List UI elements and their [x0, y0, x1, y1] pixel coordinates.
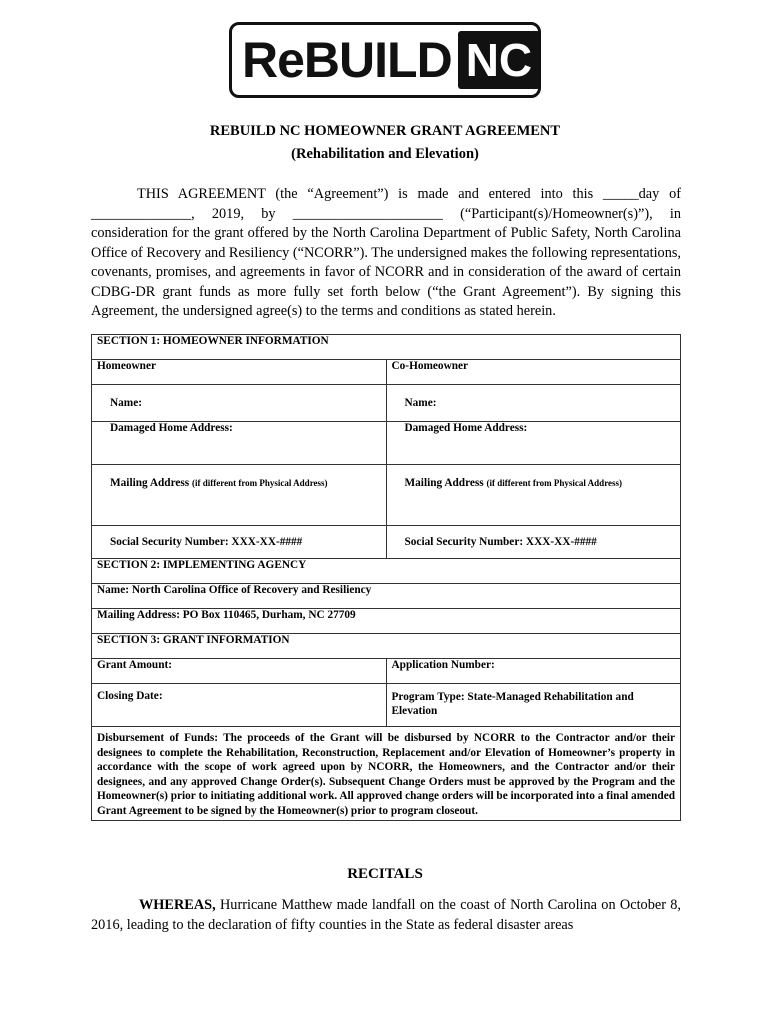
homeowner-name-label: Name:: [110, 397, 142, 409]
logo-rebuild-text: ReBUILD: [242, 32, 452, 88]
homeowner-mailing-address-field[interactable]: [92, 465, 387, 526]
intro-text: THIS AGREEMENT (the “Agreement”) is made and entered into this _____day of ______________, 2019, by _____________________ (“Participant(s)/Homeowner(s)”), in consideration for the grant offered by the North Carolina Department of Public Safety, North Carolina Office of Recovery and Resiliency (“NCORR”). The undersigned makes the following representations, covenants, promises, and agreements in favor of NCORR and in consideration of the award of certain CDBG-DR grant funds as more fully set forth below (“the Grant Agreement”). By signing this Agreement, the undersigned agree(s) to the terms and conditions as stated herein.: [91, 186, 681, 319]
homeowner-damaged-address-field[interactable]: [92, 422, 387, 465]
logo-nc-text: NC: [458, 31, 540, 89]
application-number-label: Application Number:: [391, 659, 495, 671]
section1-heading: SECTION 1: HOMEOWNER INFORMATION: [92, 335, 681, 360]
co-homeowner-mailing-address-label: Mailing Address: [404, 477, 484, 489]
closing-date-label: Closing Date:: [97, 690, 163, 702]
grant-amount-label: Grant Amount:: [97, 659, 173, 671]
whereas-bold: WHEREAS,: [139, 897, 216, 913]
intro-paragraph: [91, 185, 681, 322]
grant-amount-field[interactable]: [92, 659, 387, 684]
homeowner-ssn-field[interactable]: [92, 526, 387, 559]
homeowner-label: Homeowner: [92, 360, 387, 385]
agency-name: Name: North Carolina Office of Recovery and Resiliency: [92, 584, 681, 609]
recitals-heading: RECITALS: [347, 866, 423, 882]
homeowner-mailing-address-label: Mailing Address: [110, 477, 190, 489]
co-homeowner-name-label: Name:: [404, 397, 437, 409]
co-homeowner-damaged-address-label: Damaged Home Address:: [404, 422, 528, 434]
disbursement-of-funds: Disbursement of Funds: The proceeds of the Grant will be disbursed by NCORR to the Contractor and/or their designees to complete the Rehabilitation, Reconstruction, Replacement and/or Elevation of Homeowner’s property in accordance with the scope of work agreed upon by NCORR, the Homeowners, and the Contractor and/or their designees, and any approved Change Order(s). Subsequent Change Orders must be approved by the Program and the Homeowner(s) prior to initiating additional work. All approved change orders will be incorporated into a final amended Grant Agreement to be signed by the Homeowner(s) prior to program closeout.: [92, 727, 681, 821]
homeowner-info-form: [91, 334, 681, 821]
program-type-field: [386, 684, 681, 727]
homeowner-name-field[interactable]: [92, 385, 387, 422]
co-homeowner-ssn-label: Social Security Number: XXX-XX-####: [404, 536, 597, 548]
co-homeowner-ssn-field[interactable]: [386, 526, 681, 559]
co-homeowner-damaged-address-field[interactable]: [386, 422, 681, 465]
homeowner-damaged-address-label: Damaged Home Address:: [110, 422, 233, 434]
section3-heading: SECTION 3: GRANT INFORMATION: [92, 634, 681, 659]
co-homeowner-mailing-note: (if different from Physical Address): [486, 478, 623, 488]
co-homeowner-label: Co-Homeowner: [386, 360, 681, 385]
application-number-field[interactable]: [386, 659, 681, 684]
document-subtitle: (Rehabilitation and Elevation): [291, 146, 479, 162]
closing-date-field[interactable]: [92, 684, 387, 727]
homeowner-mailing-note: (if different from Physical Address): [192, 478, 328, 488]
co-homeowner-name-field[interactable]: [386, 385, 681, 422]
homeowner-ssn-label: Social Security Number: XXX-XX-####: [110, 536, 303, 548]
rebuild-nc-logo: [229, 22, 541, 98]
co-homeowner-mailing-address-field[interactable]: [386, 465, 681, 526]
program-type-label: Program Type: State-Managed Rehabilitation and Elevation: [391, 691, 634, 717]
agency-mailing-address: Mailing Address: PO Box 110465, Durham, NC 27709: [92, 609, 681, 634]
whereas-text: Hurricane Matthew made landfall on the coast of North Carolina on October 8, 2016, leading to the declaration of fifty counties in the State as federal disaster areas: [91, 897, 681, 933]
section2-heading: SECTION 2: IMPLEMENTING AGENCY: [92, 559, 681, 584]
document-title: REBUILD NC HOMEOWNER GRANT AGREEMENT: [209, 123, 561, 139]
whereas-paragraph: [91, 896, 681, 935]
